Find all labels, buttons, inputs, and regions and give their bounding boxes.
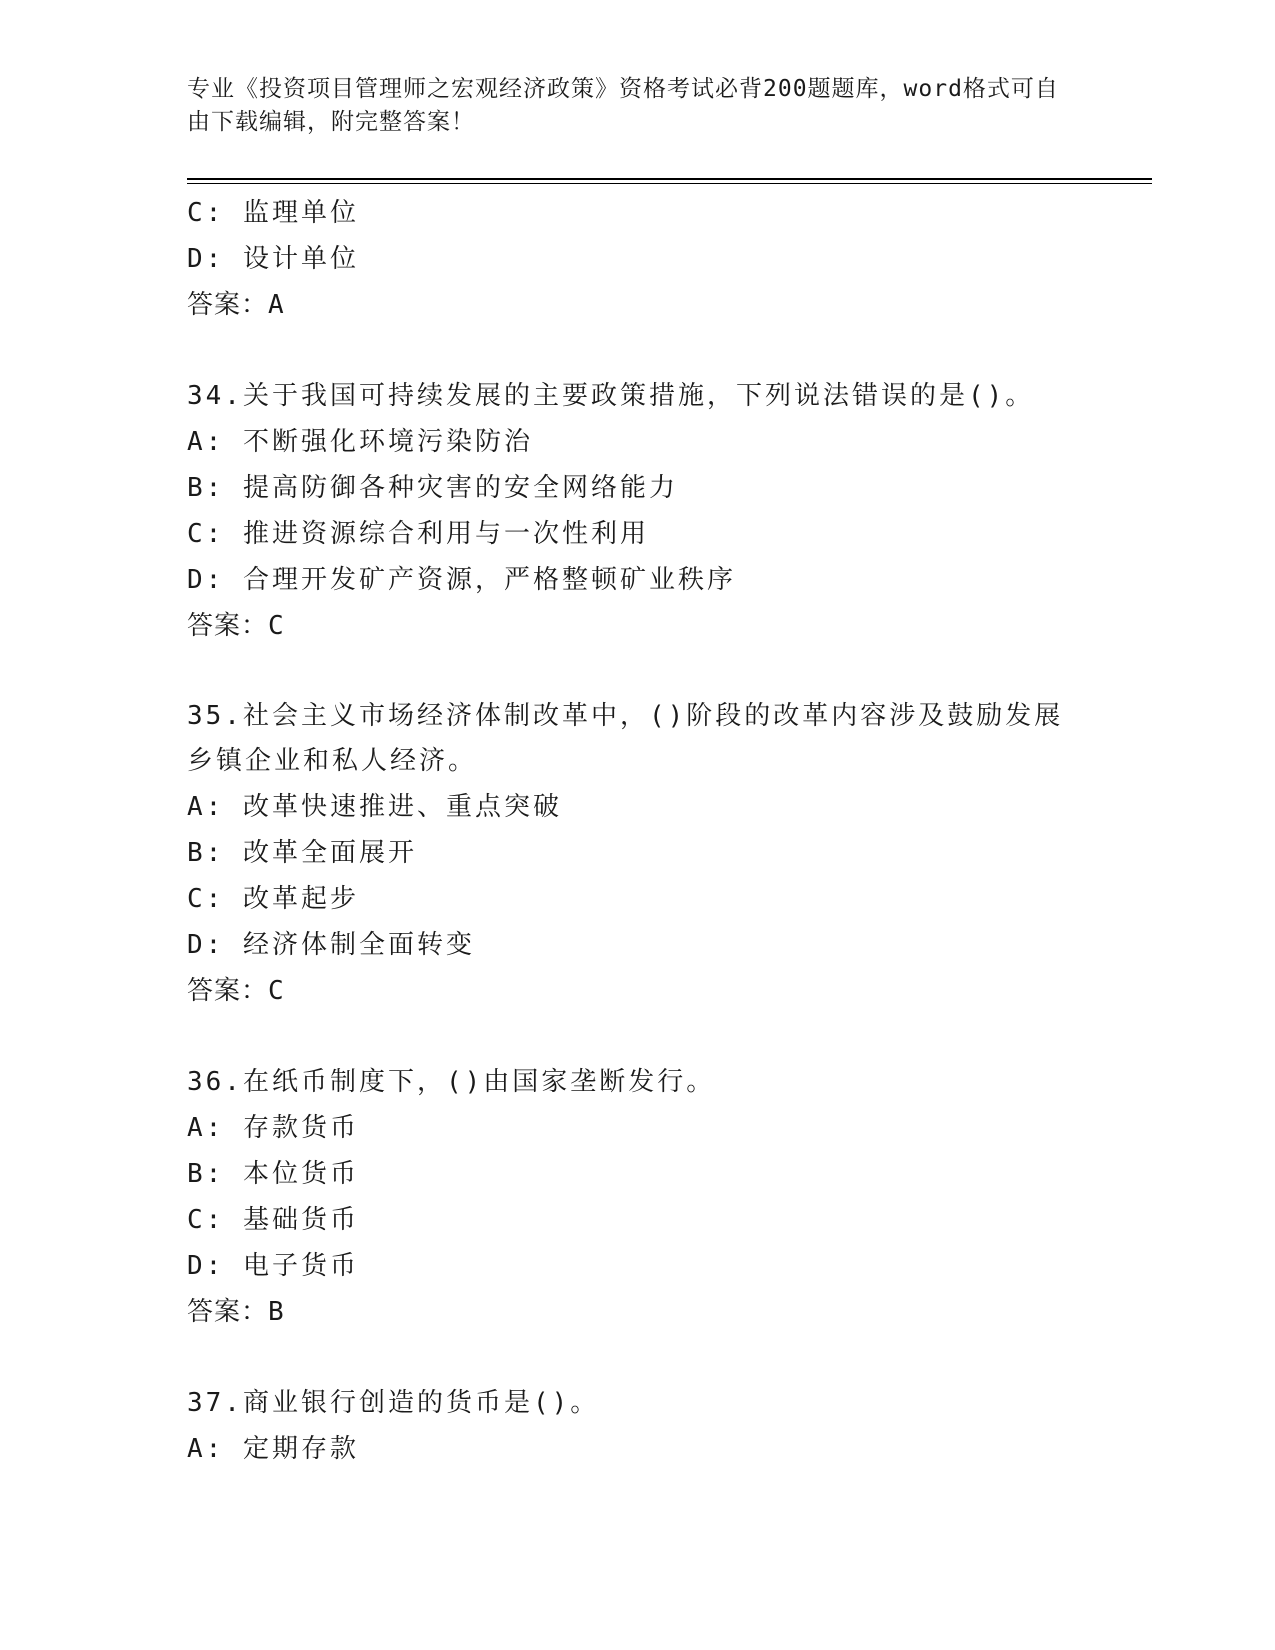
option-d: D: 设计单位 [187, 244, 359, 274]
answer-label: 答案： [187, 976, 269, 1006]
question-34 [187, 373, 1087, 649]
option-a: A: 不断强化环境污染防治 [187, 427, 533, 457]
option-a: A: 存款货币 [187, 1113, 359, 1143]
question-37 [187, 1380, 1087, 1472]
prev-question-block [187, 190, 1087, 328]
answer-line [187, 603, 1087, 649]
spacer [187, 328, 1087, 373]
option-a: A: 定期存款 [187, 1434, 359, 1464]
question-stem: 34.关于我国可持续发展的主要政策措施，下列说法错误的是()。 [187, 381, 1035, 411]
spacer [187, 649, 1087, 694]
spacer [187, 1335, 1087, 1380]
option-d: D: 合理开发矿产资源，严格整顿矿业秩序 [187, 565, 736, 595]
answer-value: C [268, 611, 285, 641]
option-c: C: 基础货币 [187, 1205, 359, 1235]
answer-line [187, 1289, 1087, 1335]
answer-label: 答案： [187, 290, 269, 320]
option-b: B: 本位货币 [187, 1159, 359, 1189]
answer-value: A [268, 290, 285, 320]
header-rule-thick [187, 178, 1152, 180]
option-c: C: 推进资源综合利用与一次性利用 [187, 519, 649, 549]
question-stem: 35.社会主义市场经济体制改革中，()阶段的改革内容涉及鼓励发展乡镇企业和私人经济。 [187, 701, 1064, 776]
question-35 [187, 694, 1087, 1014]
answer-value: B [268, 1297, 285, 1327]
question-content [187, 190, 1087, 1472]
answer-label: 答案： [187, 1297, 269, 1327]
page-header: 专业《投资项目管理师之宏观经济政策》资格考试必背200题题库，word格式可自由下载编辑，附完整答案！ [187, 76, 1059, 135]
answer-label: 答案： [187, 611, 269, 641]
answer-line [187, 282, 1087, 328]
answer-value: C [268, 976, 285, 1006]
option-a: A: 改革快速推进、重点突破 [187, 792, 562, 822]
spacer [187, 1014, 1087, 1059]
option-b: B: 改革全面展开 [187, 838, 417, 868]
option-c: C: 改革起步 [187, 884, 359, 914]
option-c: C: 监理单位 [187, 198, 359, 228]
question-stem: 37.商业银行创造的货币是()。 [187, 1388, 600, 1418]
header-rule-thin [187, 183, 1152, 184]
option-d: D: 电子货币 [187, 1251, 359, 1281]
option-b: B: 提高防御各种灾害的安全网络能力 [187, 473, 678, 503]
question-stem: 36.在纸币制度下，()由国家垄断发行。 [187, 1067, 716, 1097]
option-d: D: 经济体制全面转变 [187, 930, 475, 960]
question-36 [187, 1059, 1087, 1335]
answer-line [187, 968, 1087, 1014]
